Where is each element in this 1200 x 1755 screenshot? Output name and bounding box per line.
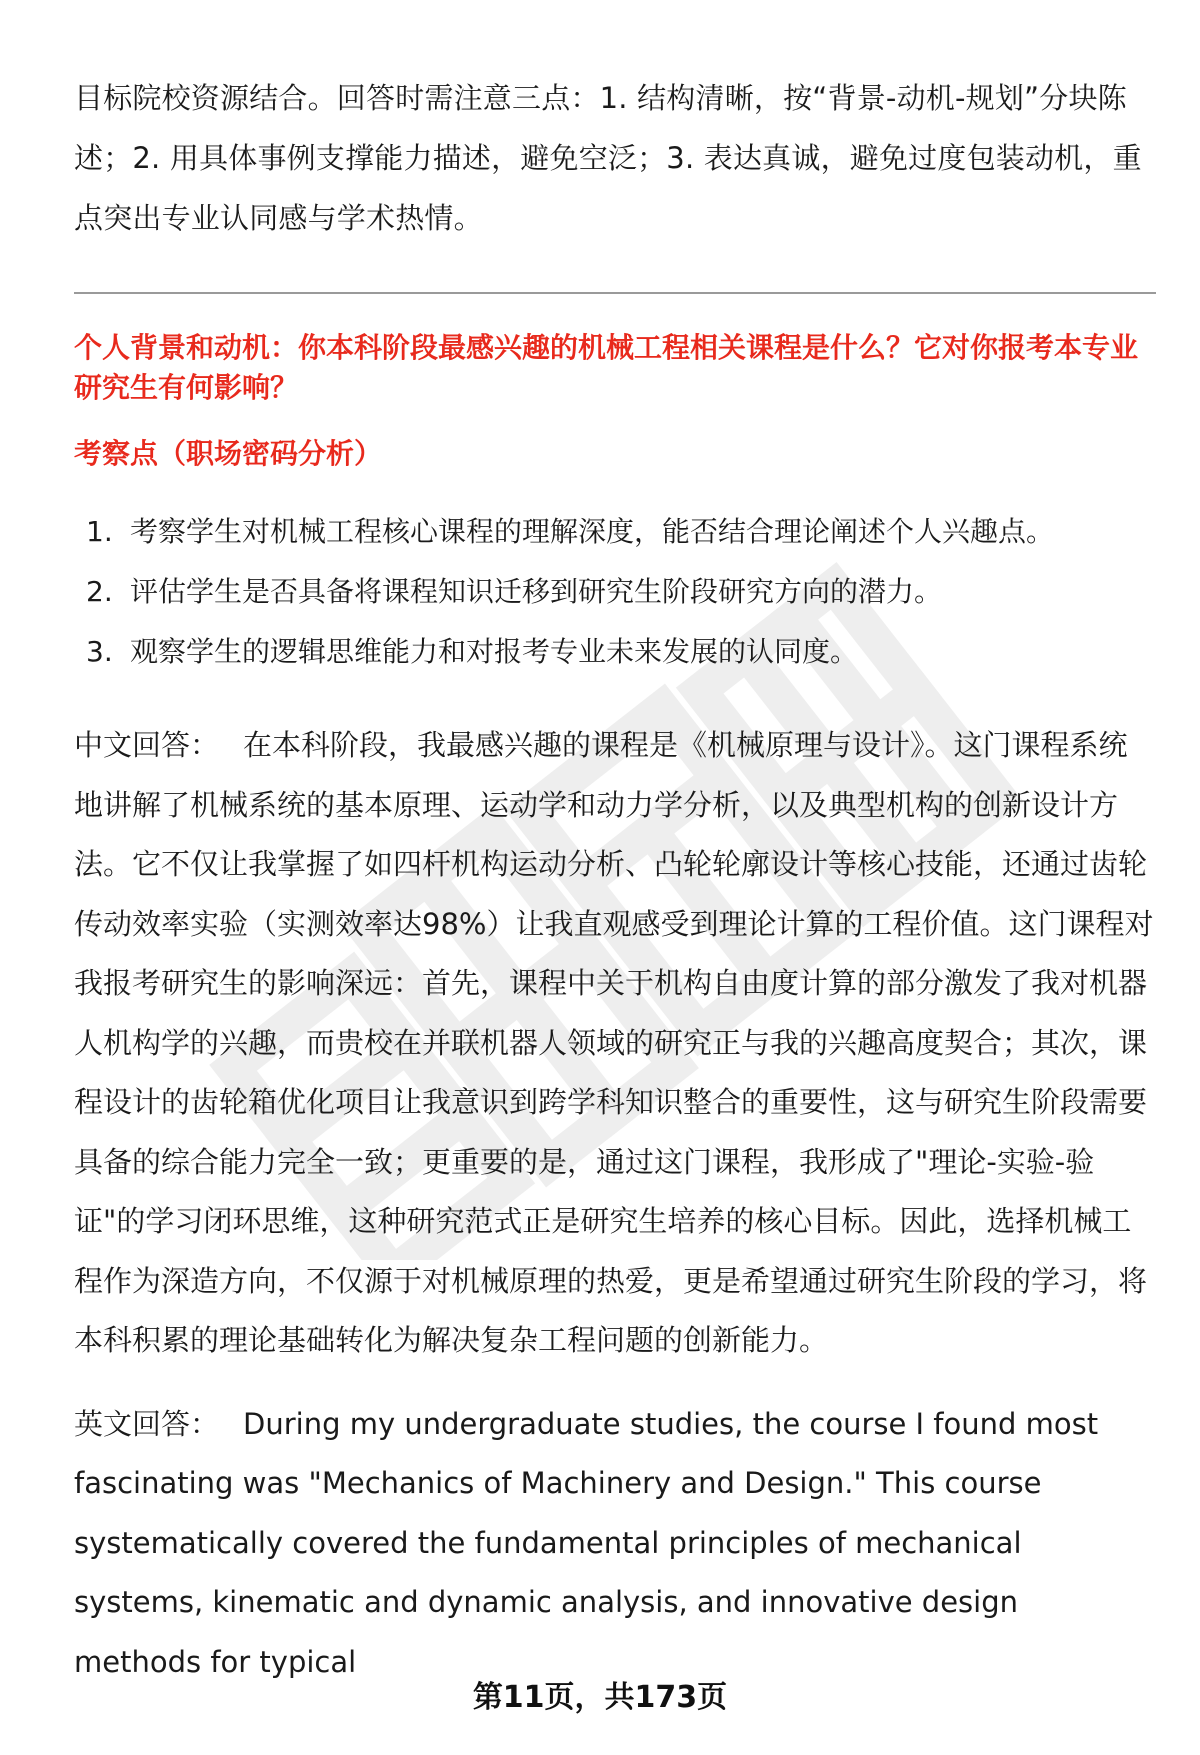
list-item-number: 1. [86, 515, 113, 548]
intro-paragraph: 目标院校资源结合。回答时需注意三点：1. 结构清晰，按“背景-动机-规划”分块陈述；2. 用具体事例支撑能力描述，避免空泛；3. 表达真诚，避免过度包装动机，重点突出专业认同感与学术热情。 [74, 81, 1142, 235]
question-heading: 个人背景和动机：你本科阶段最感兴趣的机械工程相关课程是什么？它对你报考本专业研究生有何影响？ [74, 331, 1139, 404]
english-answer [74, 1395, 1154, 1693]
assessment-points-list [74, 502, 1154, 682]
list-item-text: 评估学生是否具备将课程知识迁移到研究生阶段研究方向的潜力。 [130, 575, 943, 608]
list-item-text: 观察学生的逻辑思维能力和对报考专业未来发展的认同度。 [130, 635, 859, 668]
english-answer-text: During my undergraduate studies, the course I found most fascinating was "Mechanics of Machinery and Design." This course systematically covered the fundamental principles of mechanical systems, kinematic and dynamic analysis, and innovative design methods for typical [74, 1406, 1099, 1679]
english-answer-label: 英文回答： [74, 1406, 220, 1441]
list-item [74, 562, 1154, 622]
list-item-number: 3. [86, 635, 113, 668]
list-item-number: 2. [86, 575, 113, 608]
list-item-text: 考察学生对机械工程核心课程的理解深度，能否结合理论阐述个人兴趣点。 [130, 515, 1055, 548]
main-content [74, 68, 1154, 1692]
chinese-answer-label: 中文回答： [74, 728, 220, 762]
page-footer: 第11页，共173页 [472, 1680, 728, 1715]
list-item [74, 502, 1154, 562]
list-item [74, 622, 1154, 682]
chinese-answer [74, 716, 1154, 1371]
analysis-heading: 考察点（职场密码分析） [74, 437, 383, 470]
chinese-answer-text: 在本科阶段，我最感兴趣的课程是《机械原理与设计》。这门课程系统地讲解了机械系统的基本原理、运动学和动力学分析，以及典型机构的创新设计方法。它不仅让我掌握了如四杆机构运动分析、凸轮轮廓设计等核心技能，还通过齿轮传动效率实验（实测效率达98%）让我直观感受到理论计算的工程价值。这门课程对我报考研究生的影响深远：首先，课程中关于机构自由度计算的部分激发了我对机器人机构学的兴趣，而贵校在并联机器人领域的研究正与我的兴趣高度契合；其次，课程设计的齿轮箱优化项目让我意识到跨学科知识整合的重要性，这与研究生阶段需要具备的综合能力完全一致；更重要的是，通过这门课程，我形成了"理论-实验-验证"的学习闭环思维，这种研究范式正是研究生培养的核心目标。因此，选择机械工程作为深造方向，不仅源于对机械原理的热爱，更是希望通过研究生阶段的学习，将本科积累的理论基础转化为解决复杂工程问题的创新能力。 [74, 728, 1154, 1357]
section-divider [74, 292, 1156, 294]
